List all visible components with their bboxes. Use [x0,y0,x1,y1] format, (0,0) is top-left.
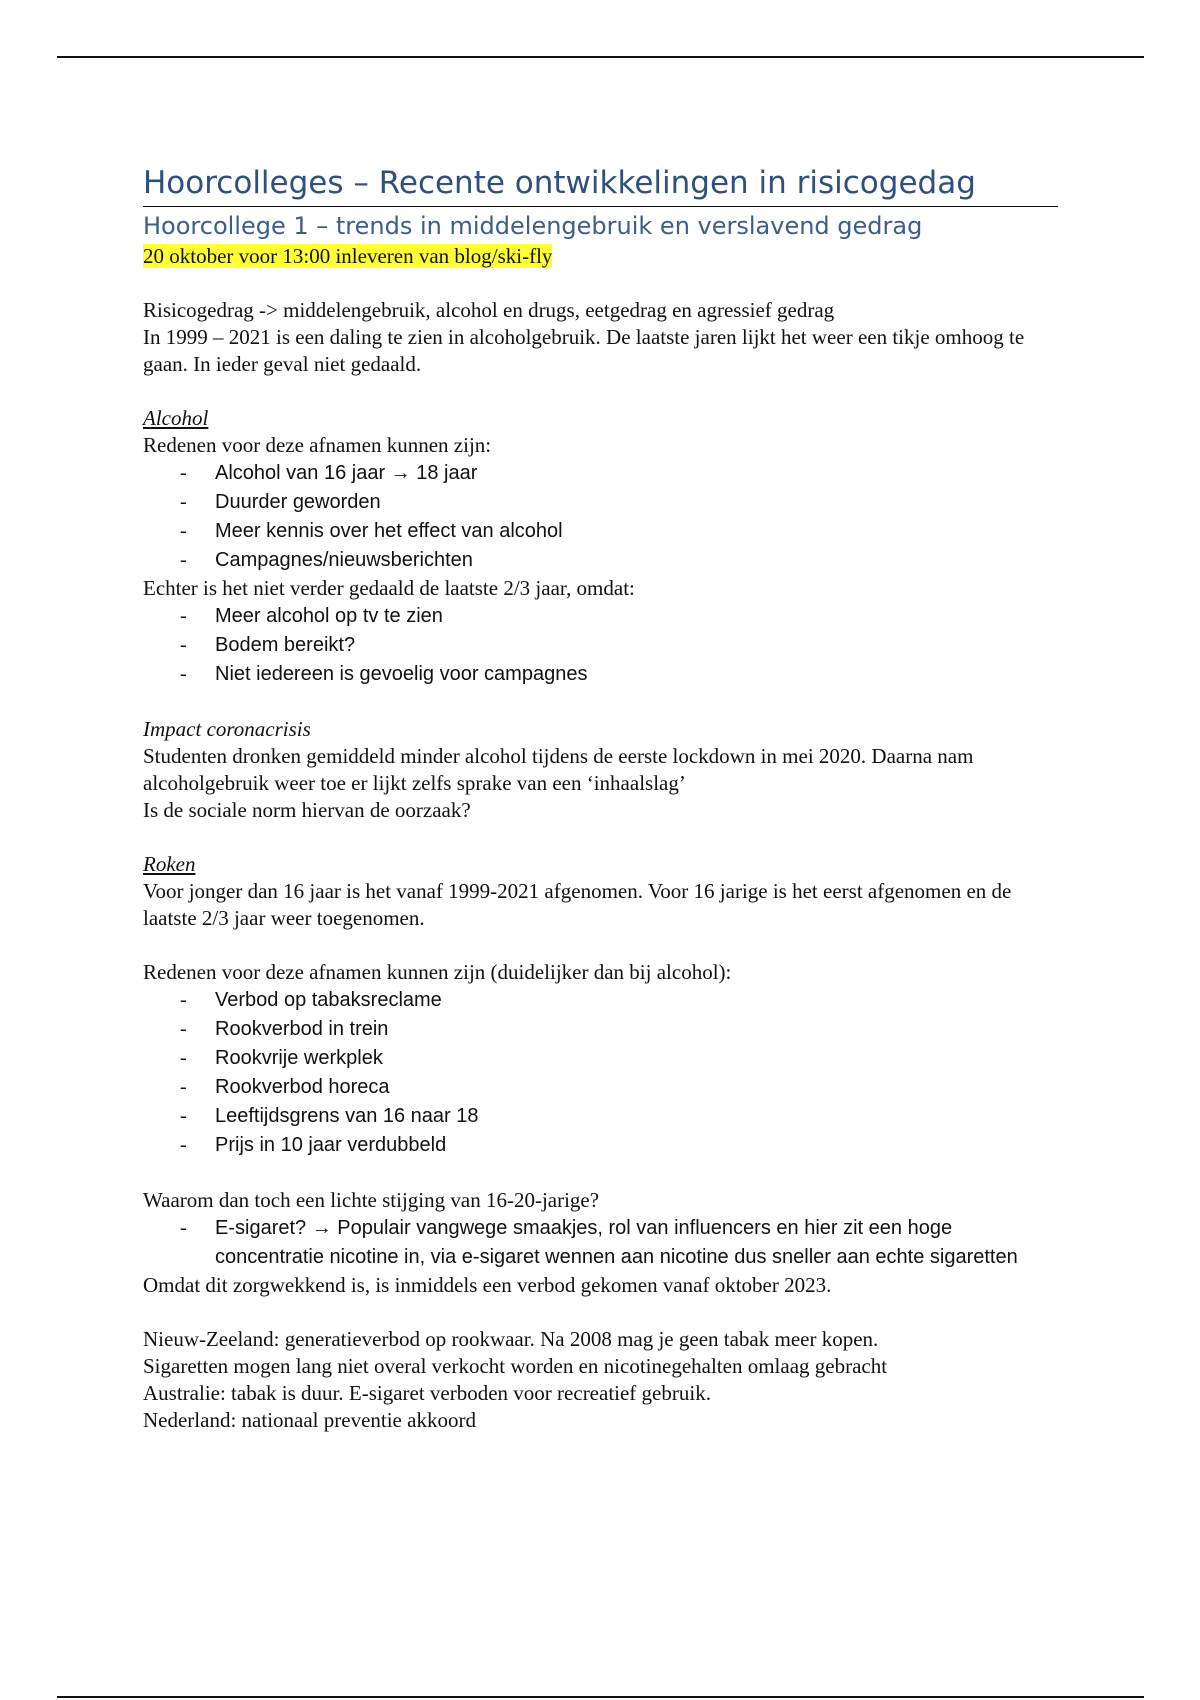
alcohol-however: Echter is het niet verder gedaald de laatste 2/3 jaar, omdat: [143,576,635,600]
list-item: - Leeftijdsgrens van 16 naar 18 [143,1102,1058,1131]
list-item: - E-sigaret? → Populair vangwege smaakjes, rol van influencers en hier zit een hoge concentratie nicotine in, via e-sigaret wennen aan nicotine dus sneller aan echte sigaretten [143,1214,1058,1272]
corona-question: Is de sociale norm hiervan de oorzaak? [143,798,471,822]
list-item: - Niet iedereen is gevoelig voor campagnes [143,660,1058,689]
document-title: Hoorcolleges – Recente ontwikkelingen in risicogedag [143,160,1058,207]
spacer [143,689,1058,716]
intro-line-1: Risicogedrag -> middelengebruik, alcohol en drugs, eetgedrag en agressief gedrag [143,298,835,322]
smoking-text: Voor jonger dan 16 jaar is het vanaf 1999-2021 afgenomen. Voor 16 jarige is het eerst afgenomen en de laatste 2/3 jaar weer toegenomen. [143,879,1012,930]
smoking-answers-list [143,1214,1058,1272]
smoking-lead: Redenen voor deze afnamen kunnen zijn (duidelijker dan bij alcohol): [143,960,732,984]
spacer [143,932,1058,959]
list-item: - Meer kennis over het effect van alcohol [143,517,1058,546]
country-line: Nieuw-Zeeland: generatieverbod op rookwaar. Na 2008 mag je geen tabak meer kopen. [143,1327,879,1351]
list-item: - Duurder geworden [143,488,1058,517]
header-rule [57,56,1144,58]
spacer [143,1299,1058,1326]
list-item: - Meer alcohol op tv te zien [143,602,1058,631]
footer-rule [57,1696,1144,1698]
smoking-question: Waarom dan toch een lichte stijging van 16-20-jarige? [143,1188,600,1212]
lecture-subtitle: Hoorcollege 1 – trends in middelengebruik en verslavend gedrag [143,212,923,240]
smoking-heading: Roken [143,852,196,876]
alcohol-reasons-list [143,459,1058,575]
smoking-ban: Omdat dit zorgwekkend is, is inmiddels een verbod gekomen vanaf oktober 2023. [143,1273,832,1297]
corona-heading: Impact coronacrisis [143,717,311,741]
list-item: - Rookverbod horeca [143,1073,1058,1102]
deadline-note [143,243,1058,270]
document-body [143,160,1058,1434]
country-line: Sigaretten mogen lang niet overal verkocht worden en nicotinegehalten omlaag gebracht [143,1354,888,1378]
spacer [143,1160,1058,1187]
deadline-highlight: 20 oktober voor 13:00 inleveren van blog/ski-fly [143,244,553,268]
smoking-reasons-list [143,986,1058,1160]
spacer [143,270,1058,297]
list-item: - Prijs in 10 jaar verdubbeld [143,1131,1058,1160]
corona-text: Studenten dronken gemiddeld minder alcohol tijdens de eerste lockdown in mei 2020. Daarna nam alcoholgebruik weer toe er lijkt zelfs sprake van een ‘inhaalslag’ [143,744,974,795]
country-line: Nederland: nationaal preventie akkoord [143,1408,476,1432]
list-item: - Campagnes/nieuwsberichten [143,546,1058,575]
list-item: - Bodem bereikt? [143,631,1058,660]
list-item: - Rookvrije werkplek [143,1044,1058,1073]
list-item: - Rookverbod in trein [143,1015,1058,1044]
alcohol-causes-list [143,602,1058,689]
alcohol-lead: Redenen voor deze afnamen kunnen zijn: [143,433,492,457]
list-item: - Verbod op tabaksreclame [143,986,1058,1015]
spacer [143,378,1058,405]
intro-line-2: In 1999 – 2021 is een daling te zien in alcoholgebruik. De laatste jaren lijkt het weer een tikje omhoog te gaan. In ieder geval niet gedaald. [143,325,1025,376]
country-line: Australie: tabak is duur. E-sigaret verboden voor recreatief gebruik. [143,1381,711,1405]
list-item: - Alcohol van 16 jaar → 18 jaar [143,459,1058,488]
alcohol-heading: Alcohol [143,406,209,430]
spacer [143,824,1058,851]
